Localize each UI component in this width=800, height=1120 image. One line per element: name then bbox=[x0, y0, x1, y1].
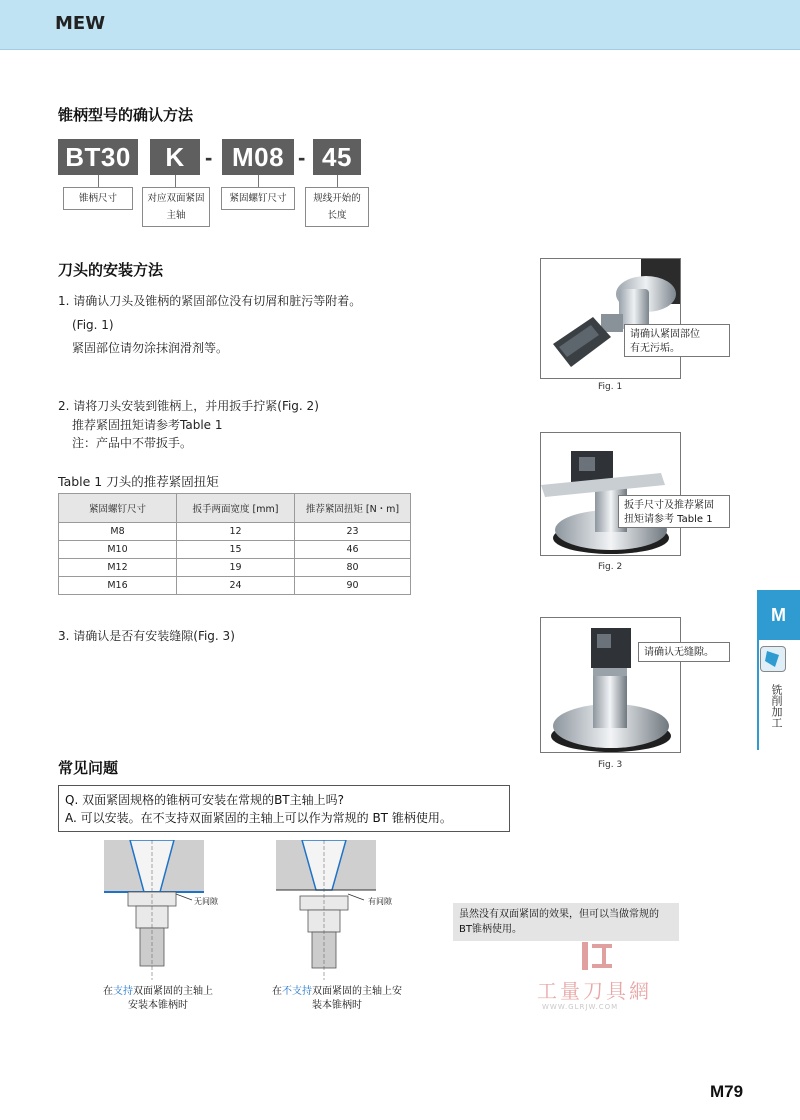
table-row bbox=[59, 559, 411, 577]
fig2-label: Fig. 2 bbox=[598, 562, 623, 572]
diagram1-caption: 在支持双面紧固的主轴上 安装本锥柄时 bbox=[103, 986, 213, 1011]
code-part-taper: BT30 bbox=[58, 139, 138, 175]
table-header: 扳手两面宽度 [mm] bbox=[177, 494, 295, 523]
table-cell: 23 bbox=[295, 523, 411, 541]
table-cell: M8 bbox=[59, 523, 177, 541]
fig3-photo bbox=[540, 617, 681, 753]
spindle-diagram-supported bbox=[100, 840, 210, 980]
fig2-callout: 扳手尺寸及推荐紧固 扭矩请参考 Table 1 bbox=[618, 495, 730, 528]
table-row bbox=[59, 523, 411, 541]
fig1-illustration bbox=[541, 259, 681, 379]
section-title-taper-id: 锥柄型号的确认方法 bbox=[58, 106, 194, 124]
table-cell: M16 bbox=[59, 577, 177, 595]
table-cell: 80 bbox=[295, 559, 411, 577]
step2-line1: 2. 请将刀头安装到锥柄上，并用扳手拧紧(Fig. 2) bbox=[58, 399, 319, 413]
watermark-logo bbox=[580, 940, 616, 972]
label-gauge-length: 规线开始的 长度 bbox=[305, 187, 369, 227]
qa-box bbox=[58, 785, 510, 832]
fig1-callout: 请确认紧固部位 有无污垢。 bbox=[624, 324, 730, 357]
code-part-screw: M08 bbox=[222, 139, 294, 175]
fig1-photo bbox=[540, 258, 681, 379]
note-box: 虽然没有双面紧固的效果，但可以当做常规的 BT锥柄使用。 bbox=[453, 903, 679, 941]
page-number: M79 bbox=[710, 1082, 744, 1101]
table-row bbox=[59, 577, 411, 595]
table-header: 推荐紧固扭矩 [N・m] bbox=[295, 494, 411, 523]
diagram2-caption: 在不支持双面紧固的主轴上安 装本锥柄时 bbox=[272, 986, 402, 1011]
code-connector bbox=[258, 175, 259, 187]
caption-highlight-supported: 支持 bbox=[113, 986, 133, 997]
side-tab-label: 铣削加工 bbox=[770, 684, 783, 728]
step2-line2: 推荐紧固扭矩请参考Table 1 bbox=[72, 418, 223, 432]
fig3-callout: 请确认无缝隙。 bbox=[638, 642, 730, 662]
code-connector bbox=[98, 175, 99, 187]
code-part-length: 45 bbox=[313, 139, 361, 175]
table-header: 紧固螺钉尺寸 bbox=[59, 494, 177, 523]
header-band bbox=[0, 0, 800, 50]
faq-answer: A. 可以安装。在不支持双面紧固的主轴上可以作为常规的 BT 锥柄使用。 bbox=[65, 811, 452, 825]
watermark-text: 工量刀具網 bbox=[537, 979, 652, 1003]
table-cell: 15 bbox=[177, 541, 295, 559]
table-cell: 90 bbox=[295, 577, 411, 595]
step2-line3: 注：产品中不带扳手。 bbox=[72, 436, 193, 450]
spindle-diagram-unsupported bbox=[272, 840, 382, 980]
code-connector bbox=[175, 175, 176, 187]
table-cell: M12 bbox=[59, 559, 177, 577]
table-row bbox=[59, 541, 411, 559]
caption-highlight-unsupported: 不支持 bbox=[282, 986, 312, 997]
label-taper-size: 锥柄尺寸 bbox=[63, 187, 133, 210]
step1-line3: 紧固部位请勿涂抹润滑剂等。 bbox=[72, 341, 229, 355]
label-dual-contact: 对应双面紧固 主轴 bbox=[142, 187, 210, 227]
label-screw-size: 紧固螺钉尺寸 bbox=[221, 187, 295, 210]
table-cell: 24 bbox=[177, 577, 295, 595]
step3-line1: 3. 请确认是否有安装缝隙(Fig. 3) bbox=[58, 629, 235, 643]
table-cell: 12 bbox=[177, 523, 295, 541]
gap-label-none: 无间隙 bbox=[194, 897, 218, 906]
fig1-label: Fig. 1 bbox=[598, 382, 623, 392]
code-separator: - bbox=[205, 145, 213, 170]
table-cell: 19 bbox=[177, 559, 295, 577]
code-separator: - bbox=[298, 145, 306, 170]
torque-table bbox=[58, 493, 411, 595]
table-cell: M10 bbox=[59, 541, 177, 559]
milling-icon bbox=[760, 646, 786, 672]
code-part-k: K bbox=[150, 139, 200, 175]
header-title: MEW bbox=[55, 13, 106, 34]
step1-line2: (Fig. 1) bbox=[72, 318, 114, 332]
faq-question: Q. 双面紧固规格的锥柄可安装在常规的BT主轴上吗? bbox=[65, 793, 345, 807]
table1-caption: Table 1 刀头的推荐紧固扭矩 bbox=[58, 474, 219, 489]
section-title-faq: 常见问题 bbox=[58, 759, 119, 777]
fig2-photo bbox=[540, 432, 681, 556]
watermark-url: WWW.GLRJW.COM bbox=[542, 1003, 619, 1011]
table-cell: 46 bbox=[295, 541, 411, 559]
fig3-label: Fig. 3 bbox=[598, 760, 623, 770]
step1-line1: 1. 请确认刀头及锥柄的紧固部位没有切屑和脏污等附着。 bbox=[58, 294, 362, 308]
section-tab-m[interactable]: M bbox=[757, 590, 800, 640]
code-connector bbox=[337, 175, 338, 187]
fig3-illustration bbox=[541, 618, 681, 753]
gap-label-gap: 有间隙 bbox=[368, 897, 392, 906]
section-title-install: 刀头的安装方法 bbox=[58, 261, 164, 279]
